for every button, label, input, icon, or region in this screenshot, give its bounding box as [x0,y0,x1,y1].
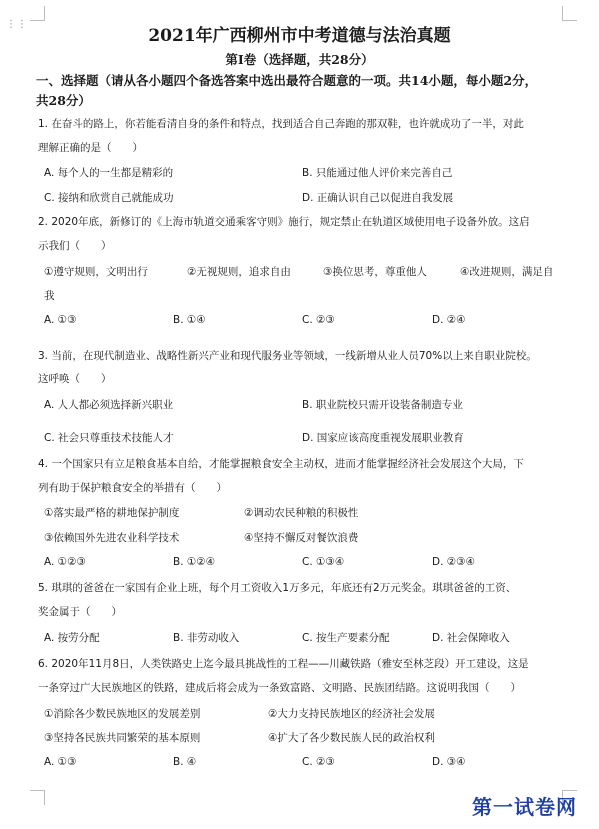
part-heading: 第Ⅰ卷（选择题，共28分） [225,52,374,67]
crop-mark-bottom-left [30,790,45,805]
question-2-option-d[interactable]: D. ②④ [432,314,466,326]
question-3-option-d[interactable]: D. 国家应该高度重视发展职业教育 [302,432,464,444]
section-instructions-line-2: 共28分） [36,93,91,108]
question-3-option-c[interactable]: C. 社会只尊重技术技能人才 [44,432,174,444]
question-2-option-c[interactable]: C. ②③ [302,314,335,326]
question-2-statement-continued: 我 [44,290,55,302]
question-5-option-d[interactable]: D. 社会保障收入 [432,632,510,644]
question-2-option-a[interactable]: A. ①③ [44,314,77,326]
question-3-stem-line-1: 3. 当前，在现代制造业、战略性新兴产业和现代服务业等领域，一线新增从业人员70%以上来自职业院校。 [38,350,537,362]
question-4-option-a[interactable]: A. ①②③ [44,556,86,568]
question-2-statement-3: ③换位思考，尊重他人 [323,266,427,278]
question-1-option-a[interactable]: A. 每个人的一生都是精彩的 [44,167,174,179]
question-4-stem-line-2: 列有助于保护粮食安全的举措有（ ） [38,482,227,494]
question-1-option-c[interactable]: C. 接纳和欣赏自己就能成功 [44,192,174,204]
question-2-stem-line-2: 示我们（ ） [38,240,112,252]
question-4-statement-2: ②调动农民种粮的积极性 [244,507,359,519]
crop-mark-top-left [30,6,45,21]
page-title: 2021年广西柳州市中考道德与法治真题 [148,26,451,46]
question-3-option-b[interactable]: B. 职业院校只需开设装备制造专业 [302,399,463,411]
question-4-stem-line-1: 4. 一个国家只有立足粮食基本自给，才能掌握粮食安全主动权，进而才能掌握经济社会发展这个大局，下 [38,458,524,470]
crop-mark-top-right [562,6,577,21]
drag-handle-icon[interactable]: ⋮⋮ [6,19,28,30]
question-4-option-d[interactable]: D. ②③④ [432,556,475,568]
question-5-stem-line-2: 奖金属于（ ） [38,606,122,618]
question-4-statement-4: ④坚持不懈反对餐饮浪费 [244,532,359,544]
question-2-statement-4: ④改进规则，满足自 [460,266,554,278]
question-4-statement-3: ③依赖国外先进农业科学技术 [44,532,180,544]
question-6-statement-4: ④扩大了各少数民族人民的政治权利 [268,732,435,744]
question-3-option-a[interactable]: A. 人人都必须选择新兴职业 [44,399,174,411]
question-6-statement-2: ②大力支持民族地区的经济社会发展 [268,708,435,720]
section-instructions-line-1: 一、选择题（请从各小题四个备选答案中选出最符合题意的一项。共14小题，每小题2分， [36,73,538,88]
question-6-option-b[interactable]: B. ④ [173,756,197,768]
question-4-option-c[interactable]: C. ①③④ [302,556,345,568]
question-2-statement-2: ②无视规则，追求自由 [187,266,291,278]
site-watermark: 第一试卷网 [472,795,577,819]
question-2-option-b[interactable]: B. ①④ [173,314,206,326]
question-6-statement-1: ①消除各少数民族地区的发展差别 [44,708,201,720]
question-2-stem-line-1: 2. 2020年底，新修订的《上海市轨道交通乘客守则》施行，规定禁止在轨道区域使用电子设备外放。这启 [38,216,530,228]
question-6-stem-line-2: 一条穿过广大民族地区的铁路，建成后将会成为一条致富路、文明路、民族团结路。这说明我国（ ） [38,682,521,694]
question-6-statement-3: ③坚持各民族共同繁荣的基本原则 [44,732,201,744]
question-1-option-d[interactable]: D. 正确认识自己以促进自我发展 [302,192,454,204]
question-3-stem-line-2: 这呼唤（ ） [38,373,112,385]
question-5-option-b[interactable]: B. 非劳动收入 [173,632,240,644]
question-1-stem-line-1: 1. 在奋斗的路上，你若能看清自身的条件和特点，找到适合自己奔跑的那双鞋，也许就成功了一半，对此 [38,118,524,130]
question-2-statement-1: ①遵守规则，文明出行 [44,266,148,278]
question-4-statement-1: ①落实最严格的耕地保护制度 [44,507,180,519]
question-6-option-c[interactable]: C. ②③ [302,756,335,768]
question-6-option-d[interactable]: D. ③④ [432,756,466,768]
question-5-option-a[interactable]: A. 按劳分配 [44,632,100,644]
question-6-option-a[interactable]: A. ①③ [44,756,77,768]
question-4-option-b[interactable]: B. ①②④ [173,556,216,568]
question-1-option-b[interactable]: B. 只能通过他人评价来完善自己 [302,167,453,179]
question-6-stem-line-1: 6. 2020年11月8日，人类铁路史上迄今最具挑战性的工程——川藏铁路（雅安至林芝段）开工建设，这是 [38,658,529,670]
question-5-option-c[interactable]: C. 按生产要素分配 [302,632,390,644]
question-5-stem-line-1: 5. 琪琪的爸爸在一家国有企业上班，每个月工资收入1万多元，年底还有2万元奖金。琪琪爸爸的工资、 [38,582,517,594]
question-1-stem-line-2: 理解正确的是（ ） [38,142,143,154]
